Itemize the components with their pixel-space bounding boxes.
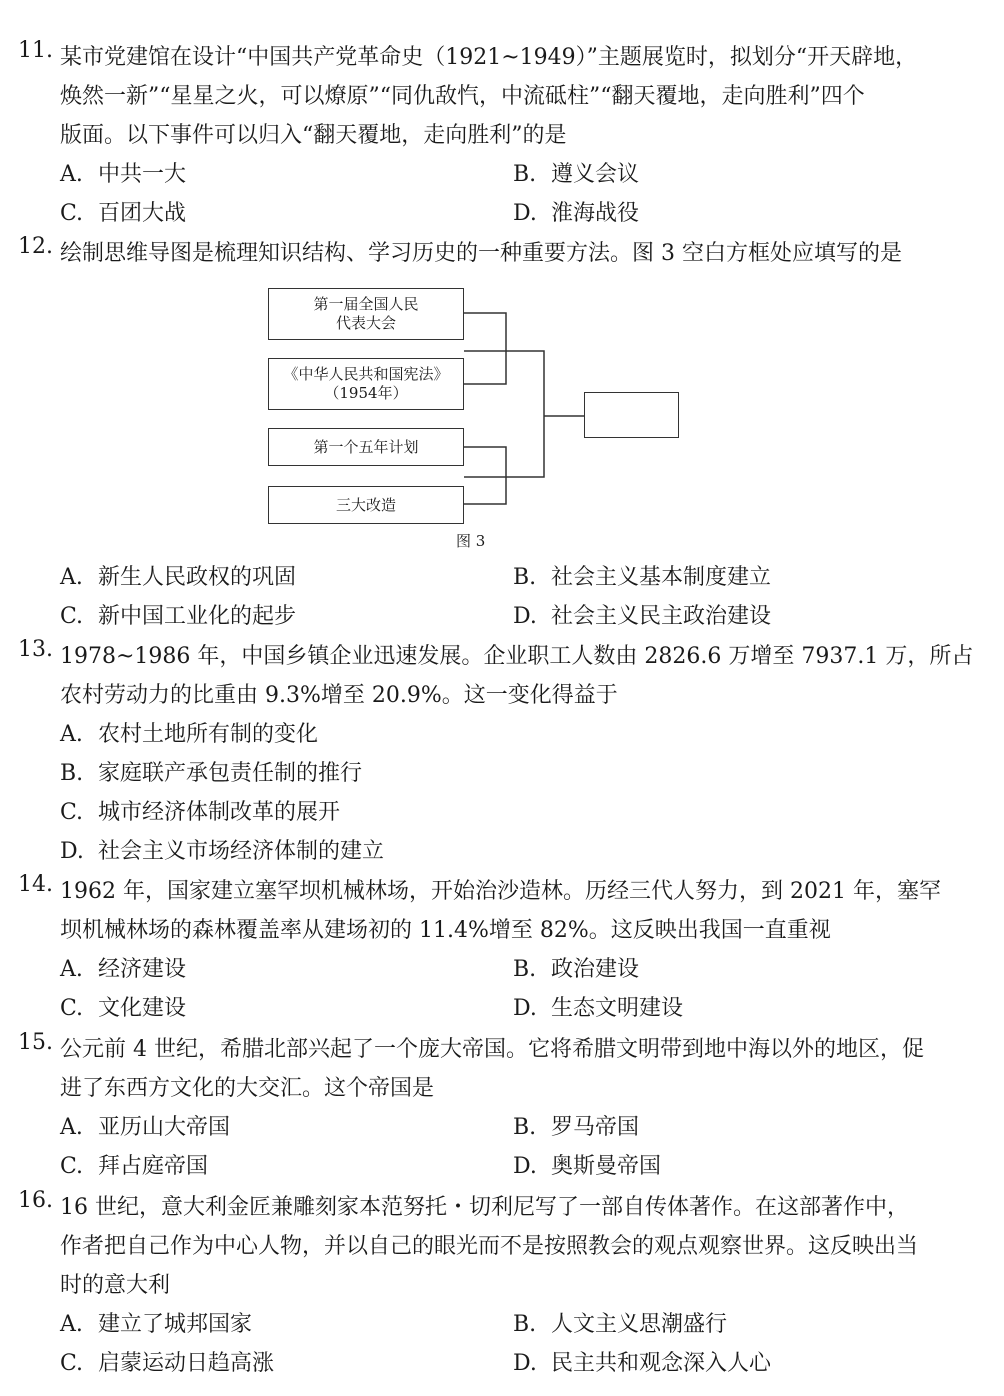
option-c[interactable]: C. 百团大战: [60, 201, 187, 226]
stem-line: 某市党建馆在设计“中国共产党革命史（1921~1949）”主题展览时，拟划分“开天辟地，: [60, 45, 918, 70]
stem-line: 公元前 4 世纪，希腊北部兴起了一个庞大帝国。它将希腊文明带到地中海以外的地区，促: [60, 1037, 924, 1062]
box-constitution: 《中华人民共和国宪法》 （1954年）: [268, 358, 464, 410]
option-b[interactable]: B. 政治建设: [513, 957, 640, 982]
question-16: [18, 1188, 964, 1383]
question-number: 15.: [18, 1030, 53, 1055]
option-d[interactable]: D. 生态文明建设: [513, 996, 684, 1021]
question-stem: [60, 637, 974, 715]
option-b[interactable]: B. 遵义会议: [513, 162, 640, 187]
option-b[interactable]: B. 罗马帝国: [513, 1115, 640, 1140]
question-stem: [60, 1030, 964, 1108]
stem-line: 农村劳动力的比重由 9.3%增至 20.9%。这一变化得益于: [60, 683, 618, 708]
stem-line: 1962 年，国家建立塞罕坝机械林场，开始治沙造林。历经三代人努力，到 2021 年，塞罕: [60, 879, 941, 904]
options: [60, 1305, 964, 1383]
option-a[interactable]: A. 新生人民政权的巩固: [60, 565, 297, 590]
question-stem: [60, 38, 964, 155]
question-13: [18, 637, 974, 871]
option-c[interactable]: C. 拜占庭帝国: [60, 1154, 209, 1179]
options: [60, 1108, 964, 1186]
question-12: [18, 234, 964, 273]
option-d[interactable]: D. 社会主义市场经济体制的建立: [60, 839, 385, 864]
stem-line: 版面。以下事件可以归入“翻天覆地，走向胜利”的是: [60, 123, 567, 148]
question-12-options: [18, 558, 964, 636]
question-14: [18, 872, 964, 1028]
mind-map-figure: [268, 286, 688, 556]
option-d[interactable]: D. 淮海战役: [513, 201, 640, 226]
box-three-transformations: 三大改造: [268, 486, 464, 524]
question-stem: [60, 234, 964, 273]
stem-line: 进了东西方文化的大交汇。这个帝国是: [60, 1076, 435, 1101]
box-first-npc: 第一届全国人民 代表大会: [268, 288, 464, 340]
blank-answer-box: [584, 392, 679, 438]
option-b[interactable]: B. 家庭联产承包责任制的推行: [60, 761, 363, 786]
option-c[interactable]: C. 城市经济体制改革的展开: [60, 800, 341, 825]
question-number: 12.: [18, 234, 53, 259]
option-b[interactable]: B. 社会主义基本制度建立: [513, 565, 772, 590]
options: [60, 950, 964, 1028]
question-stem: [60, 872, 964, 950]
option-a[interactable]: A. 亚历山大帝国: [60, 1115, 231, 1140]
stem-line: 焕然一新”“星星之火，可以燎原”“同仇敌忾，中流砥柱”“翻天覆地，走向胜利”四个: [60, 84, 865, 109]
option-b[interactable]: B. 人文主义思潮盛行: [513, 1312, 728, 1337]
stem-line: 16 世纪，意大利金匠兼雕刻家本范努托・切利尼写了一部自传体著作。在这部著作中，: [60, 1195, 909, 1220]
option-c[interactable]: C. 新中国工业化的起步: [60, 604, 297, 629]
stem-line: 绘制思维导图是梳理知识结构、学习历史的一种重要方法。图 3 空白方框处应填写的是: [60, 241, 902, 266]
option-a[interactable]: A. 建立了城邦国家: [60, 1312, 253, 1337]
figure-caption: 图 3: [456, 532, 486, 550]
option-a[interactable]: A. 经济建设: [60, 957, 187, 982]
stem-line: 时的意大利: [60, 1273, 171, 1298]
options: [60, 558, 964, 636]
question-number: 11.: [18, 38, 53, 63]
options: [60, 155, 964, 233]
options: [60, 715, 964, 871]
option-c[interactable]: C. 启蒙运动日趋高涨: [60, 1351, 275, 1376]
stem-line: 作者把自己作为中心人物，并以自己的眼光而不是按照教会的观点观察世界。这反映出当: [60, 1234, 919, 1259]
option-d[interactable]: D. 民主共和观念深入人心: [513, 1351, 772, 1376]
question-number: 14.: [18, 872, 53, 897]
question-number: 16.: [18, 1188, 53, 1213]
option-c[interactable]: C. 文化建设: [60, 996, 187, 1021]
question-number: 13.: [18, 637, 53, 662]
option-d[interactable]: D. 社会主义民主政治建设: [513, 604, 772, 629]
question-15: [18, 1030, 964, 1186]
option-d[interactable]: D. 奥斯曼帝国: [513, 1154, 662, 1179]
stem-line: 坝机械林场的森林覆盖率从建场初的 11.4%增至 82%。这反映出我国一直重视: [60, 918, 831, 943]
option-a[interactable]: A. 农村土地所有制的变化: [60, 722, 319, 747]
option-a[interactable]: A. 中共一大: [60, 162, 187, 187]
box-five-year-plan: 第一个五年计划: [268, 428, 464, 466]
question-11: [18, 38, 964, 233]
question-stem: [60, 1188, 964, 1305]
stem-line: 1978~1986 年，中国乡镇企业迅速发展。企业职工人数由 2826.6 万增至 7937.1 万，所占: [60, 644, 974, 669]
